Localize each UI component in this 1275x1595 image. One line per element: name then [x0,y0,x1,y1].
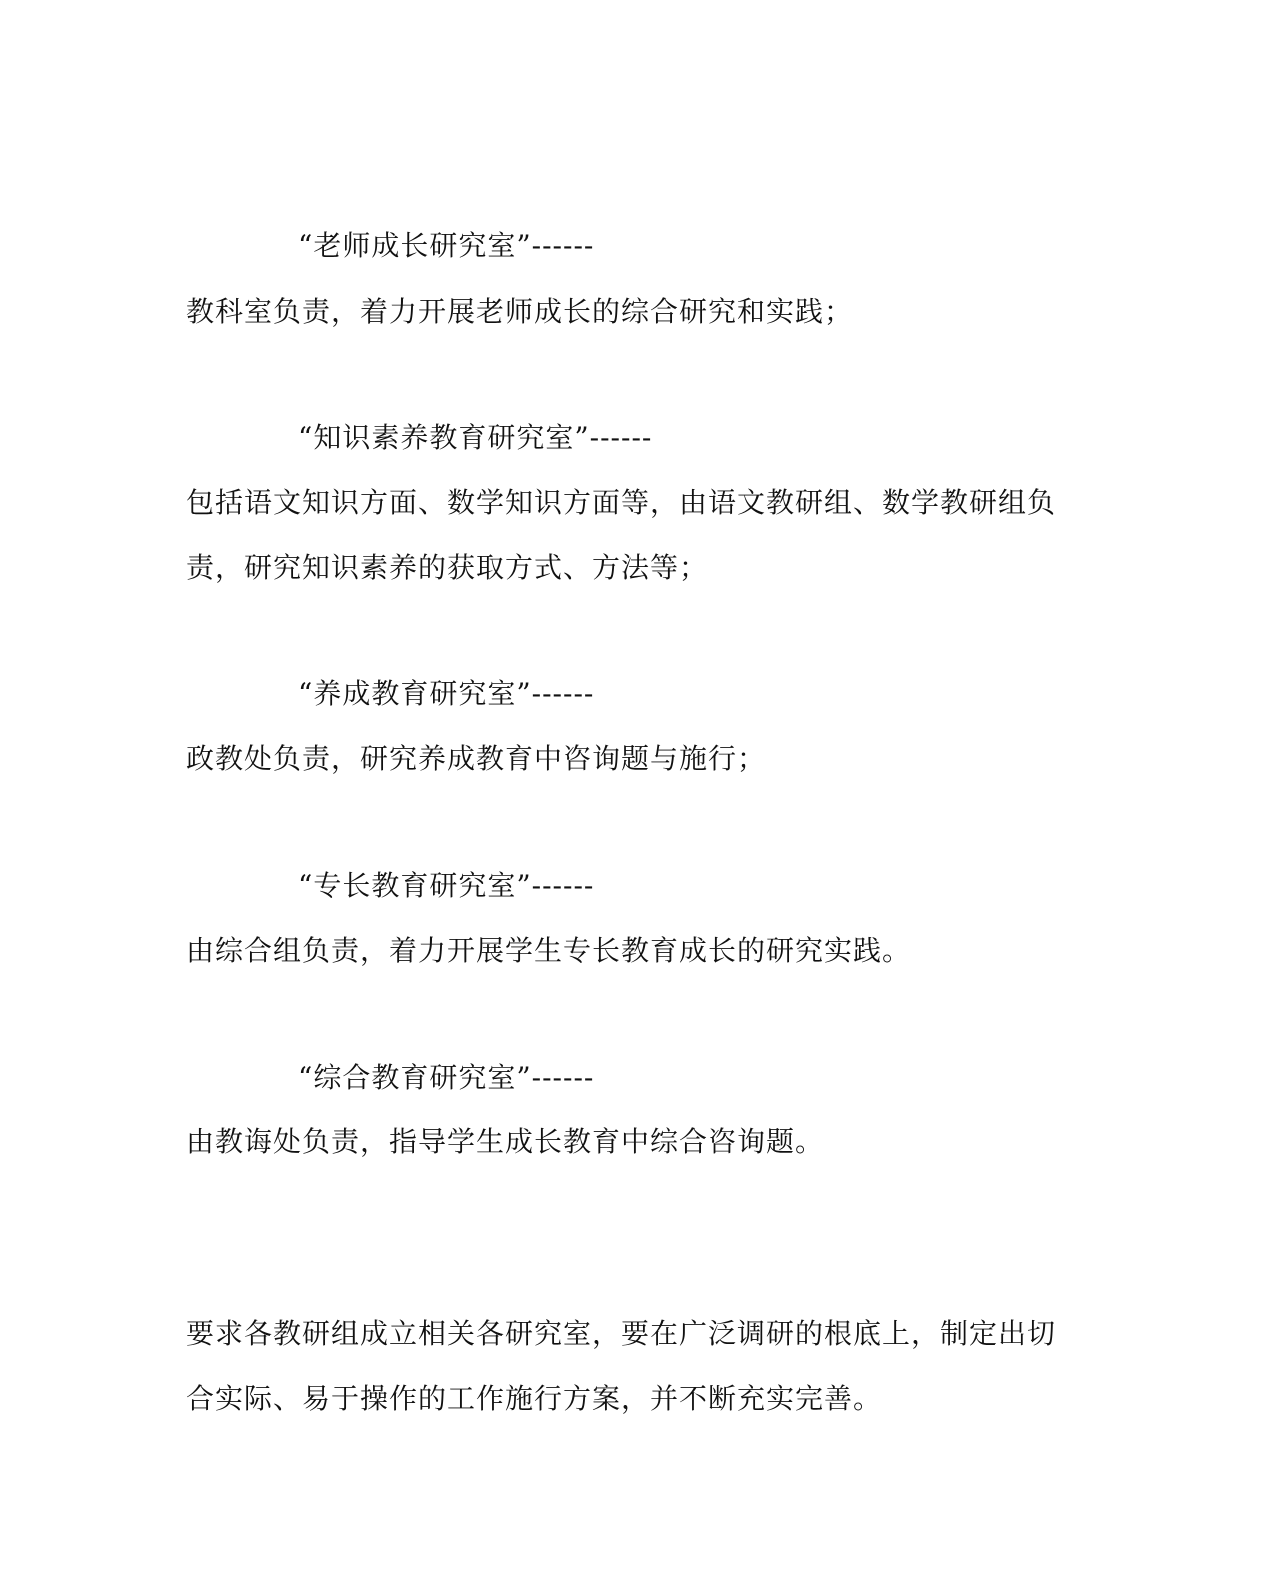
section-text-comprehensive-education: 由教诲处负责，指导学生成长教育中综合咨询题。 [186,1125,825,1158]
section-text-knowledge-literacy-line-1: 包括语文知识方面、数学知识方面等，由语文教研组、数学教研组负 [186,486,1057,519]
section-heading-comprehensive-education: “综合教育研究室”------ [298,1061,595,1094]
section-heading-teacher-growth: “老师成长研究室”------ [298,229,595,262]
closing-paragraph-line-2: 合实际、易于操作的工作施行方案，并不断充实完善。 [186,1382,883,1415]
section-heading-specialty-education: “专长教育研究室”------ [298,869,595,902]
section-text-teacher-growth: 教科室负责，着力开展老师成长的综合研究和实践； [186,295,854,328]
section-text-knowledge-literacy-line-2: 责，研究知识素养的获取方式、方法等； [186,551,709,584]
section-heading-knowledge-literacy: “知识素养教育研究室”------ [298,421,653,454]
section-text-habit-education: 政教处负责，研究养成教育中咨询题与施行； [186,742,767,775]
section-text-specialty-education: 由综合组负责，着力开展学生专长教育成长的研究实践。 [186,934,912,967]
section-heading-habit-education: “养成教育研究室”------ [298,677,595,710]
closing-paragraph-line-1: 要求各教研组成立相关各研究室，要在广泛调研的根底上，制定出切 [186,1317,1057,1350]
